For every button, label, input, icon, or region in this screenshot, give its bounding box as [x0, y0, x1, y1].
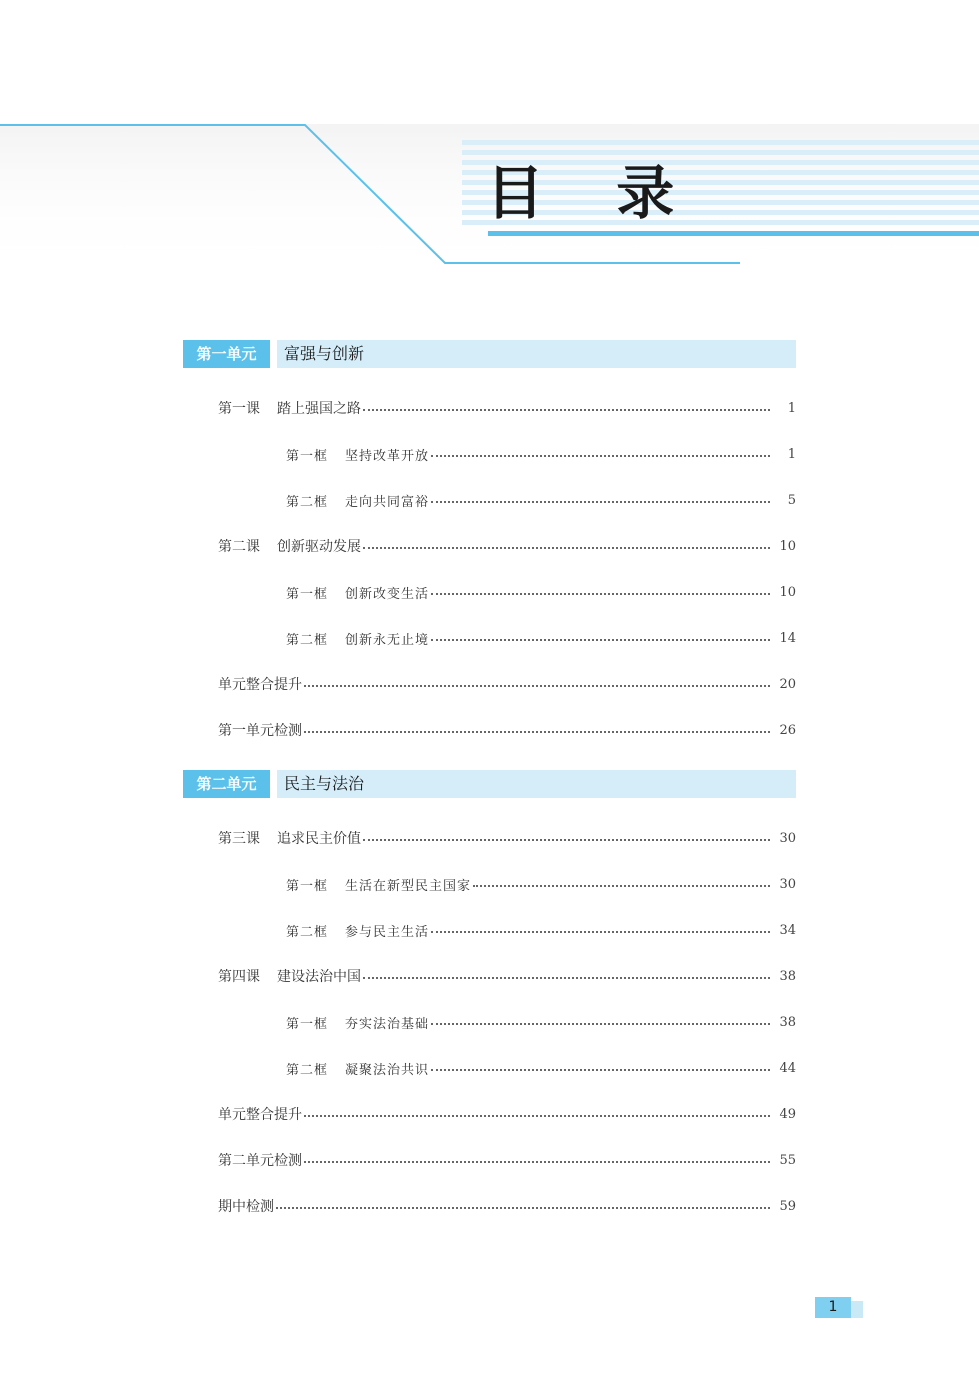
entry-number: 第三课	[218, 831, 260, 847]
entry-label: 夯实法治基础	[345, 1016, 430, 1032]
dot-leader	[431, 593, 770, 595]
toc-entry[interactable]	[218, 397, 796, 419]
entry-page-number: 1	[787, 400, 796, 416]
entry-page-number: 1	[787, 446, 796, 462]
unit-header	[183, 340, 796, 368]
toc-entry[interactable]	[218, 1103, 796, 1125]
toc-subentry[interactable]	[286, 489, 796, 511]
entry-label: 走向共同富裕	[345, 494, 430, 510]
entry-page-number: 20	[779, 676, 796, 692]
dot-leader	[363, 839, 770, 841]
entry-number: 第二框	[286, 632, 329, 648]
entry-number: 第一课	[218, 401, 260, 417]
entry-number: 第一框	[286, 878, 329, 894]
toc-subentry[interactable]	[286, 1057, 796, 1079]
toc-subentry[interactable]	[286, 443, 796, 465]
dot-leader	[276, 1207, 770, 1209]
toc-subentry[interactable]	[286, 581, 796, 603]
unit-header	[183, 770, 796, 798]
entry-page-number: 30	[779, 876, 796, 892]
header-decoration	[0, 0, 979, 300]
dot-leader	[304, 1161, 770, 1163]
entry-page-number: 44	[779, 1060, 796, 1076]
toc-subentry[interactable]	[286, 627, 796, 649]
toc-entry[interactable]	[218, 1195, 796, 1217]
dot-leader	[473, 885, 770, 887]
toc-entry[interactable]	[218, 673, 796, 695]
entry-label: 追求民主价值	[277, 831, 361, 847]
entry-label: 第二单元检测	[218, 1153, 302, 1169]
toc-entry[interactable]	[218, 1149, 796, 1171]
entry-page-number: 10	[779, 584, 796, 600]
entry-page-number: 34	[779, 922, 796, 938]
entry-label: 第一单元检测	[218, 723, 302, 739]
toc-entry[interactable]	[218, 965, 796, 987]
entry-label: 生活在新型民主国家	[345, 878, 472, 894]
dot-leader	[363, 547, 770, 549]
page-number: 1	[828, 1299, 838, 1315]
entry-page-number: 10	[779, 538, 796, 554]
entry-label: 单元整合提升	[218, 677, 302, 693]
entry-page-number: 55	[779, 1152, 796, 1168]
entry-page-number: 30	[779, 830, 796, 846]
entry-label: 建设法治中国	[277, 969, 361, 985]
dot-leader	[363, 977, 770, 979]
entry-number: 第一框	[286, 586, 329, 602]
entry-number: 第一框	[286, 1016, 329, 1032]
dot-leader	[431, 1069, 770, 1071]
toc-subentry[interactable]	[286, 873, 796, 895]
entry-page-number: 49	[779, 1106, 796, 1122]
page-title: 目 录	[486, 159, 701, 227]
dot-leader	[363, 409, 770, 411]
entry-label: 参与民主生活	[345, 924, 430, 940]
entry-label: 创新改变生活	[345, 586, 430, 602]
toc-subentry[interactable]	[286, 1011, 796, 1033]
entry-page-number: 14	[779, 630, 796, 646]
dot-leader	[431, 1023, 770, 1025]
unit-number: 第二单元	[183, 770, 270, 798]
entry-label: 凝聚法治共识	[345, 1062, 430, 1078]
dot-leader	[304, 1115, 770, 1117]
dot-leader	[431, 455, 770, 457]
dot-leader	[304, 731, 770, 733]
toc-entry[interactable]	[218, 719, 796, 741]
entry-number: 第二框	[286, 1062, 329, 1078]
toc-subentry[interactable]	[286, 919, 796, 941]
entry-page-number: 5	[787, 492, 796, 508]
entry-label: 踏上强国之路	[277, 401, 361, 417]
unit-title: 富强与创新	[277, 340, 796, 368]
dot-leader	[431, 501, 770, 503]
unit-title: 民主与法治	[277, 770, 796, 798]
entry-label: 坚持改革开放	[345, 448, 430, 464]
entry-label: 创新驱动发展	[277, 539, 361, 555]
dot-leader	[431, 639, 770, 641]
entry-number: 第一框	[286, 448, 329, 464]
entry-number: 第二框	[286, 494, 329, 510]
entry-number: 第四课	[218, 969, 260, 985]
entry-label: 期中检测	[218, 1199, 274, 1215]
dot-leader	[431, 931, 770, 933]
entry-label: 创新永无止境	[345, 632, 430, 648]
entry-page-number: 26	[779, 722, 796, 738]
page-number-badge	[815, 1297, 863, 1318]
dot-leader	[304, 685, 770, 687]
toc-entry[interactable]	[218, 535, 796, 557]
entry-page-number: 59	[779, 1198, 796, 1214]
unit-number: 第一单元	[183, 340, 270, 368]
entry-label: 单元整合提升	[218, 1107, 302, 1123]
entry-page-number: 38	[779, 968, 796, 984]
toc-entry[interactable]	[218, 827, 796, 849]
entry-number: 第二框	[286, 924, 329, 940]
entry-page-number: 38	[779, 1014, 796, 1030]
entry-number: 第二课	[218, 539, 260, 555]
